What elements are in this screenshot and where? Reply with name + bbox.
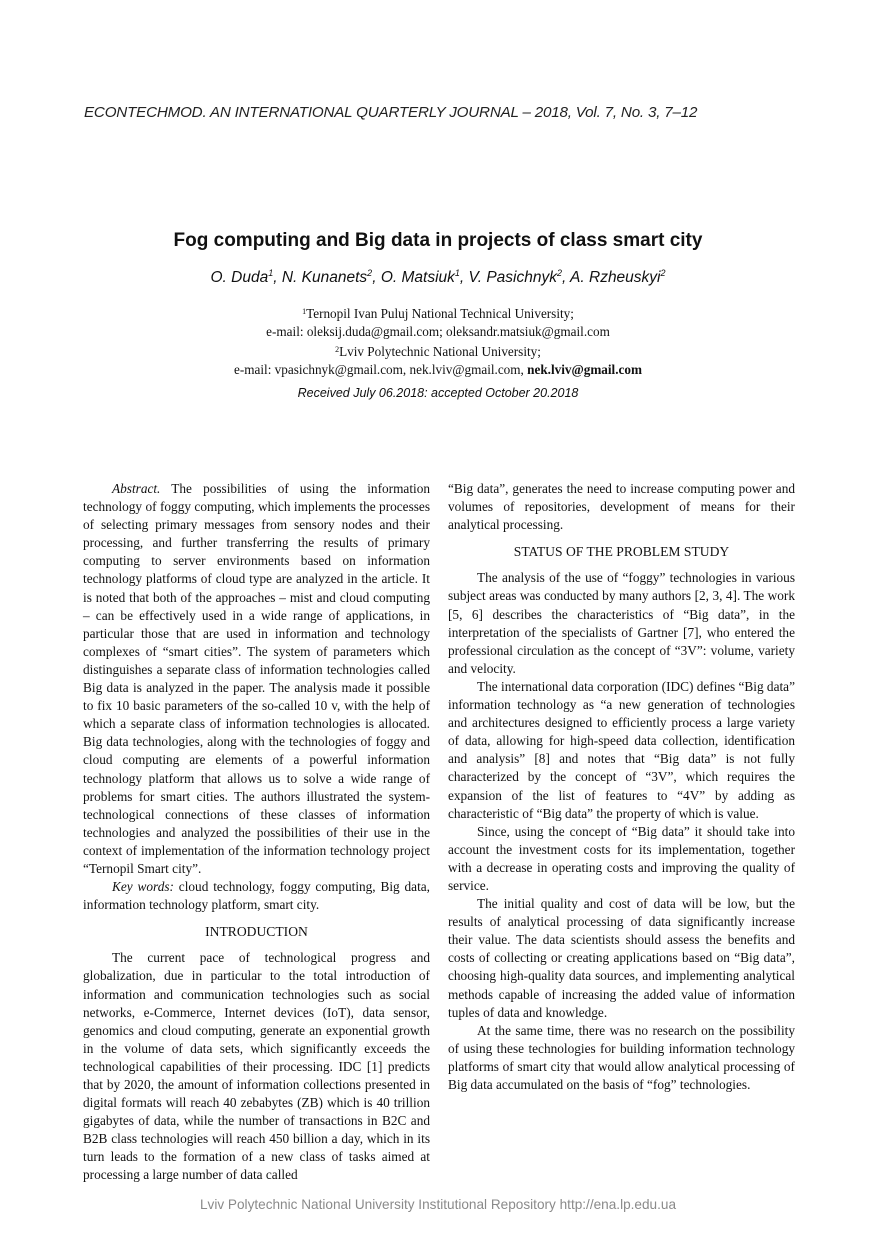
author-list: O. Duda$^1$, N. Kunanets$^2$, O. Matsiuk$^1$, V. Pasichnyk$^2$, A. Rzheuskyi$^2$ xyxy=(210,268,666,287)
affiliation-1: $^1$Ternopil Ivan Puluj National Technical University; xyxy=(302,306,574,321)
affiliations xyxy=(0,303,876,379)
body-paragraph: The current pace of technological progress and globalization, due in particular to the total introduction of information and communication technologies such as social networks, e-Commerce, Internet devices (IoT), data sensor, genomics and cloud computing, generate an exponential growth in the volume of data sets, which significantly exceeds the technological capabilities of their processing. IDC [1] predicts that by 2020, the amount of information collections presented in digital formats will reach 40 zebabytes (ZB) which is 40 trillion gigabytes of data, while the number of transactions in B2C and B2B class technologies will reach 450 billion a day, which in its turn leads to the formation of a new class of tasks aimed at processing a large number of data called xyxy=(83,950,430,1183)
author-affiliation-mark: 2 xyxy=(367,268,373,278)
left-column xyxy=(83,480,430,1185)
affiliation-2-email: e-mail: vpasichnyk@gmail.com, nek.lviv@gmail.com, nek.lviv@gmail.com xyxy=(234,362,642,377)
author-name: O. Duda xyxy=(210,269,269,287)
section-heading-introduction: INTRODUCTION xyxy=(205,924,308,940)
keywords-text: cloud technology, foggy computing, Big data, information technology platform, smart city. xyxy=(83,879,430,913)
paper-title: Fog computing and Big data in projects of class smart city xyxy=(173,230,703,251)
right-column xyxy=(448,480,795,1094)
author-name: V. Pasichnyk xyxy=(468,269,557,287)
received-dates: Received July 06.2018: accepted October 20.2018 xyxy=(297,386,579,400)
body-paragraph: The initial quality and cost of data will be low, but the results of analytical processing of data significantly increase their value. The data scientists should assess the benefits and costs of collecting or creating applications based on “Big data”, choosing high-quality data sources, and implementing analytical methods capable of increasing the added value of information tuples of data and knowledge. xyxy=(448,896,795,1020)
affiliation-1-email: e-mail: oleksij.duda@gmail.com; oleksandr.matsiuk@gmail.com xyxy=(266,324,610,339)
repository-footer: Lviv Polytechnic National University Institutional Repository http://ena.lp.edu.ua xyxy=(199,1197,677,1212)
author-affiliation-mark: 2 xyxy=(660,268,666,278)
section-heading-status: STATUS OF THE PROBLEM STUDY xyxy=(513,544,730,560)
body-paragraph: “Big data”, generates the need to increase computing power and volumes of repositories, development of means for their analytical processing. xyxy=(448,481,795,533)
body-paragraph: Since, using the concept of “Big data” it should take into account the investment costs for its implementation, together with a decrease in operating costs and improving the quality of service. xyxy=(448,823,795,893)
author-name: N. Kunanets xyxy=(281,269,368,287)
journal-header: ECONTECHMOD. AN INTERNATIONAL QUARTERLY JOURNAL – 2018, Vol. 7, No. 3, 7–12 xyxy=(84,104,698,121)
keywords xyxy=(83,878,430,914)
author-name: A. Rzheuskyi xyxy=(570,269,661,287)
abstract-text: The possibilities of using the information technology of foggy computing, which implements the processes of selecting primary messages from sensory nodes and their processing, and further transferring the results of primary computing to server environments based on information technology platforms of cloud type are analyzed in the article. It is noted that both of the approaches – mist and cloud computing – can be effectively used in a wide range of applications, in particular those that are used in information and technology complexes of “smart cities”. The system of parameters which distinguishes a separate class of information technologies called Big data is analyzed in the paper. The analysis made it possible to fix 10 basic parameters of the so-called 10 v, with the help of which a separate class of information technologies is allocated. Big data technologies, along with the technologies of foggy and cloud computing are elements of a powerful information technology platform that allows us to solve a wide range of problems for smart cities. The authors illustrated the system-technological connections of these classes of information technologies and analyzed the possibilities of their use in the context of implementation of the information technology project “Ternopil Smart city”. xyxy=(83,481,430,876)
author-affiliation-mark: 2 xyxy=(556,268,562,278)
body-paragraph: At the same time, there was no research on the possibility of using these technologies for building information technology platforms of smart city that would allow analytical processing of Big data accumulated on the basis of “fog” technologies. xyxy=(448,1022,795,1092)
author-affiliation-mark: 1 xyxy=(268,268,274,278)
email-link[interactable]: nek.lviv@gmail.com xyxy=(527,362,642,377)
author-affiliation-mark: 1 xyxy=(454,268,460,278)
author-name: O. Matsiuk xyxy=(380,269,455,287)
body-paragraph: The international data corporation (IDC) defines “Big data” information technology as “a new generation of technologies and architectures designed to efficiently process a large variety of data, allowing for high-speed data collection, identification and analysis” [8] and notes that “Big data” is not fully characterized by the concept of “3V”, which requires the expansion of the list of features to “4V” by adding as characteristic of “Big data” the property of which is value. xyxy=(448,678,795,821)
affiliation-2: $^2$Lviv Polytechnic National University; xyxy=(335,344,541,359)
body-paragraph: The analysis of the use of “foggy” technologies in various subject areas was conducted by many authors [2, 3, 4]. The work [5, 6] describes the characteristics of “Big data”, in the interpretation of the specialists of Gartner [7], who entered the professional circulation as the concept of “3V”: volume, variety and velocity. xyxy=(448,570,795,676)
abstract-label: Abstract. xyxy=(112,481,161,496)
abstract xyxy=(83,480,430,878)
keywords-label: Key words: xyxy=(112,879,174,895)
